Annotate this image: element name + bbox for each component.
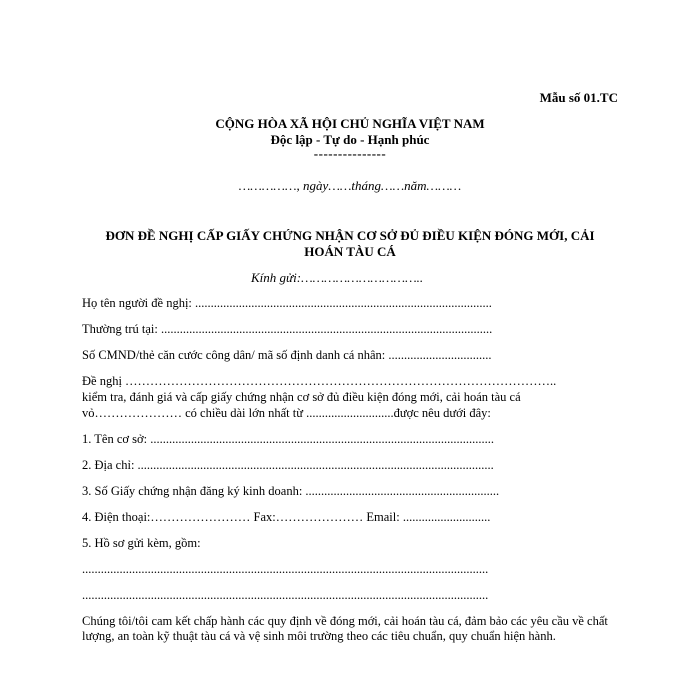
addressee-line: Kính gửi:………………………….. (251, 270, 424, 285)
business-cert-field: 3. Số Giấy chứng nhận đăng ký kinh doanh: .............................................................. (82, 484, 500, 498)
contact-field: 4. Điện thoại:…………………… Fax:………………… Email: ............................ (82, 510, 491, 524)
request-line-2: kiểm tra, đánh giá và cấp giấy chứng nhận cơ sở đủ điều kiện đóng mới, cải hoán tàu cá (82, 390, 521, 404)
blank-line: .................................................................................................................................. (82, 562, 489, 576)
document-title-line-1: ĐƠN ĐỀ NGHỊ CẤP GIẤY CHỨNG NHẬN CƠ SỞ ĐỦ ĐIỀU KIỆN ĐÓNG MỚI, CẢI (105, 228, 595, 243)
residence-field: Thường trú tại: .......................................................................................................... (82, 322, 493, 336)
document-title-line-2: HOÁN TÀU CÁ (304, 244, 396, 259)
date-line: ……………, ngày……tháng……năm……… (238, 178, 462, 193)
request-line-1: Đề nghị ………………………………………………………………………………………….. (82, 374, 557, 388)
attachments-heading: 5. Hồ sơ gửi kèm, gồm: (82, 536, 201, 550)
id-number-field: Số CMND/thẻ căn cước công dân/ mã số định danh cá nhân: ................................. (82, 348, 492, 362)
applicant-name-field: Họ tên người đề nghị: ............................................................................................... (82, 296, 492, 310)
country-name: CỘNG HÒA XÃ HỘI CHỦ NGHĨA VIỆT NAM (215, 116, 485, 131)
address-field: 2. Địa chỉ: .................................................................................................................. (82, 458, 494, 472)
national-motto: Độc lập - Tự do - Hạnh phúc (270, 132, 430, 147)
form-code: Mẫu số 01.TC (539, 90, 618, 105)
request-line-3: vỏ………………… có chiều dài lớn nhất từ ............................được nêu dưới đây: (82, 406, 491, 420)
blank-line: .................................................................................................................................. (82, 588, 489, 602)
header-divider: --------------- (313, 146, 387, 161)
facility-name-field: 1. Tên cơ sở: .............................................................................................................. (82, 432, 494, 446)
commitment-paragraph: Chúng tôi/tôi cam kết chấp hành các quy định về đóng mới, cải hoán tàu cá, đảm bảo các yêu cầu về chất lượng, an toàn kỹ thuật tàu cá và vệ sinh môi trường theo các tiêu chuẩn, quy chuẩn hiện hành. (82, 614, 608, 643)
